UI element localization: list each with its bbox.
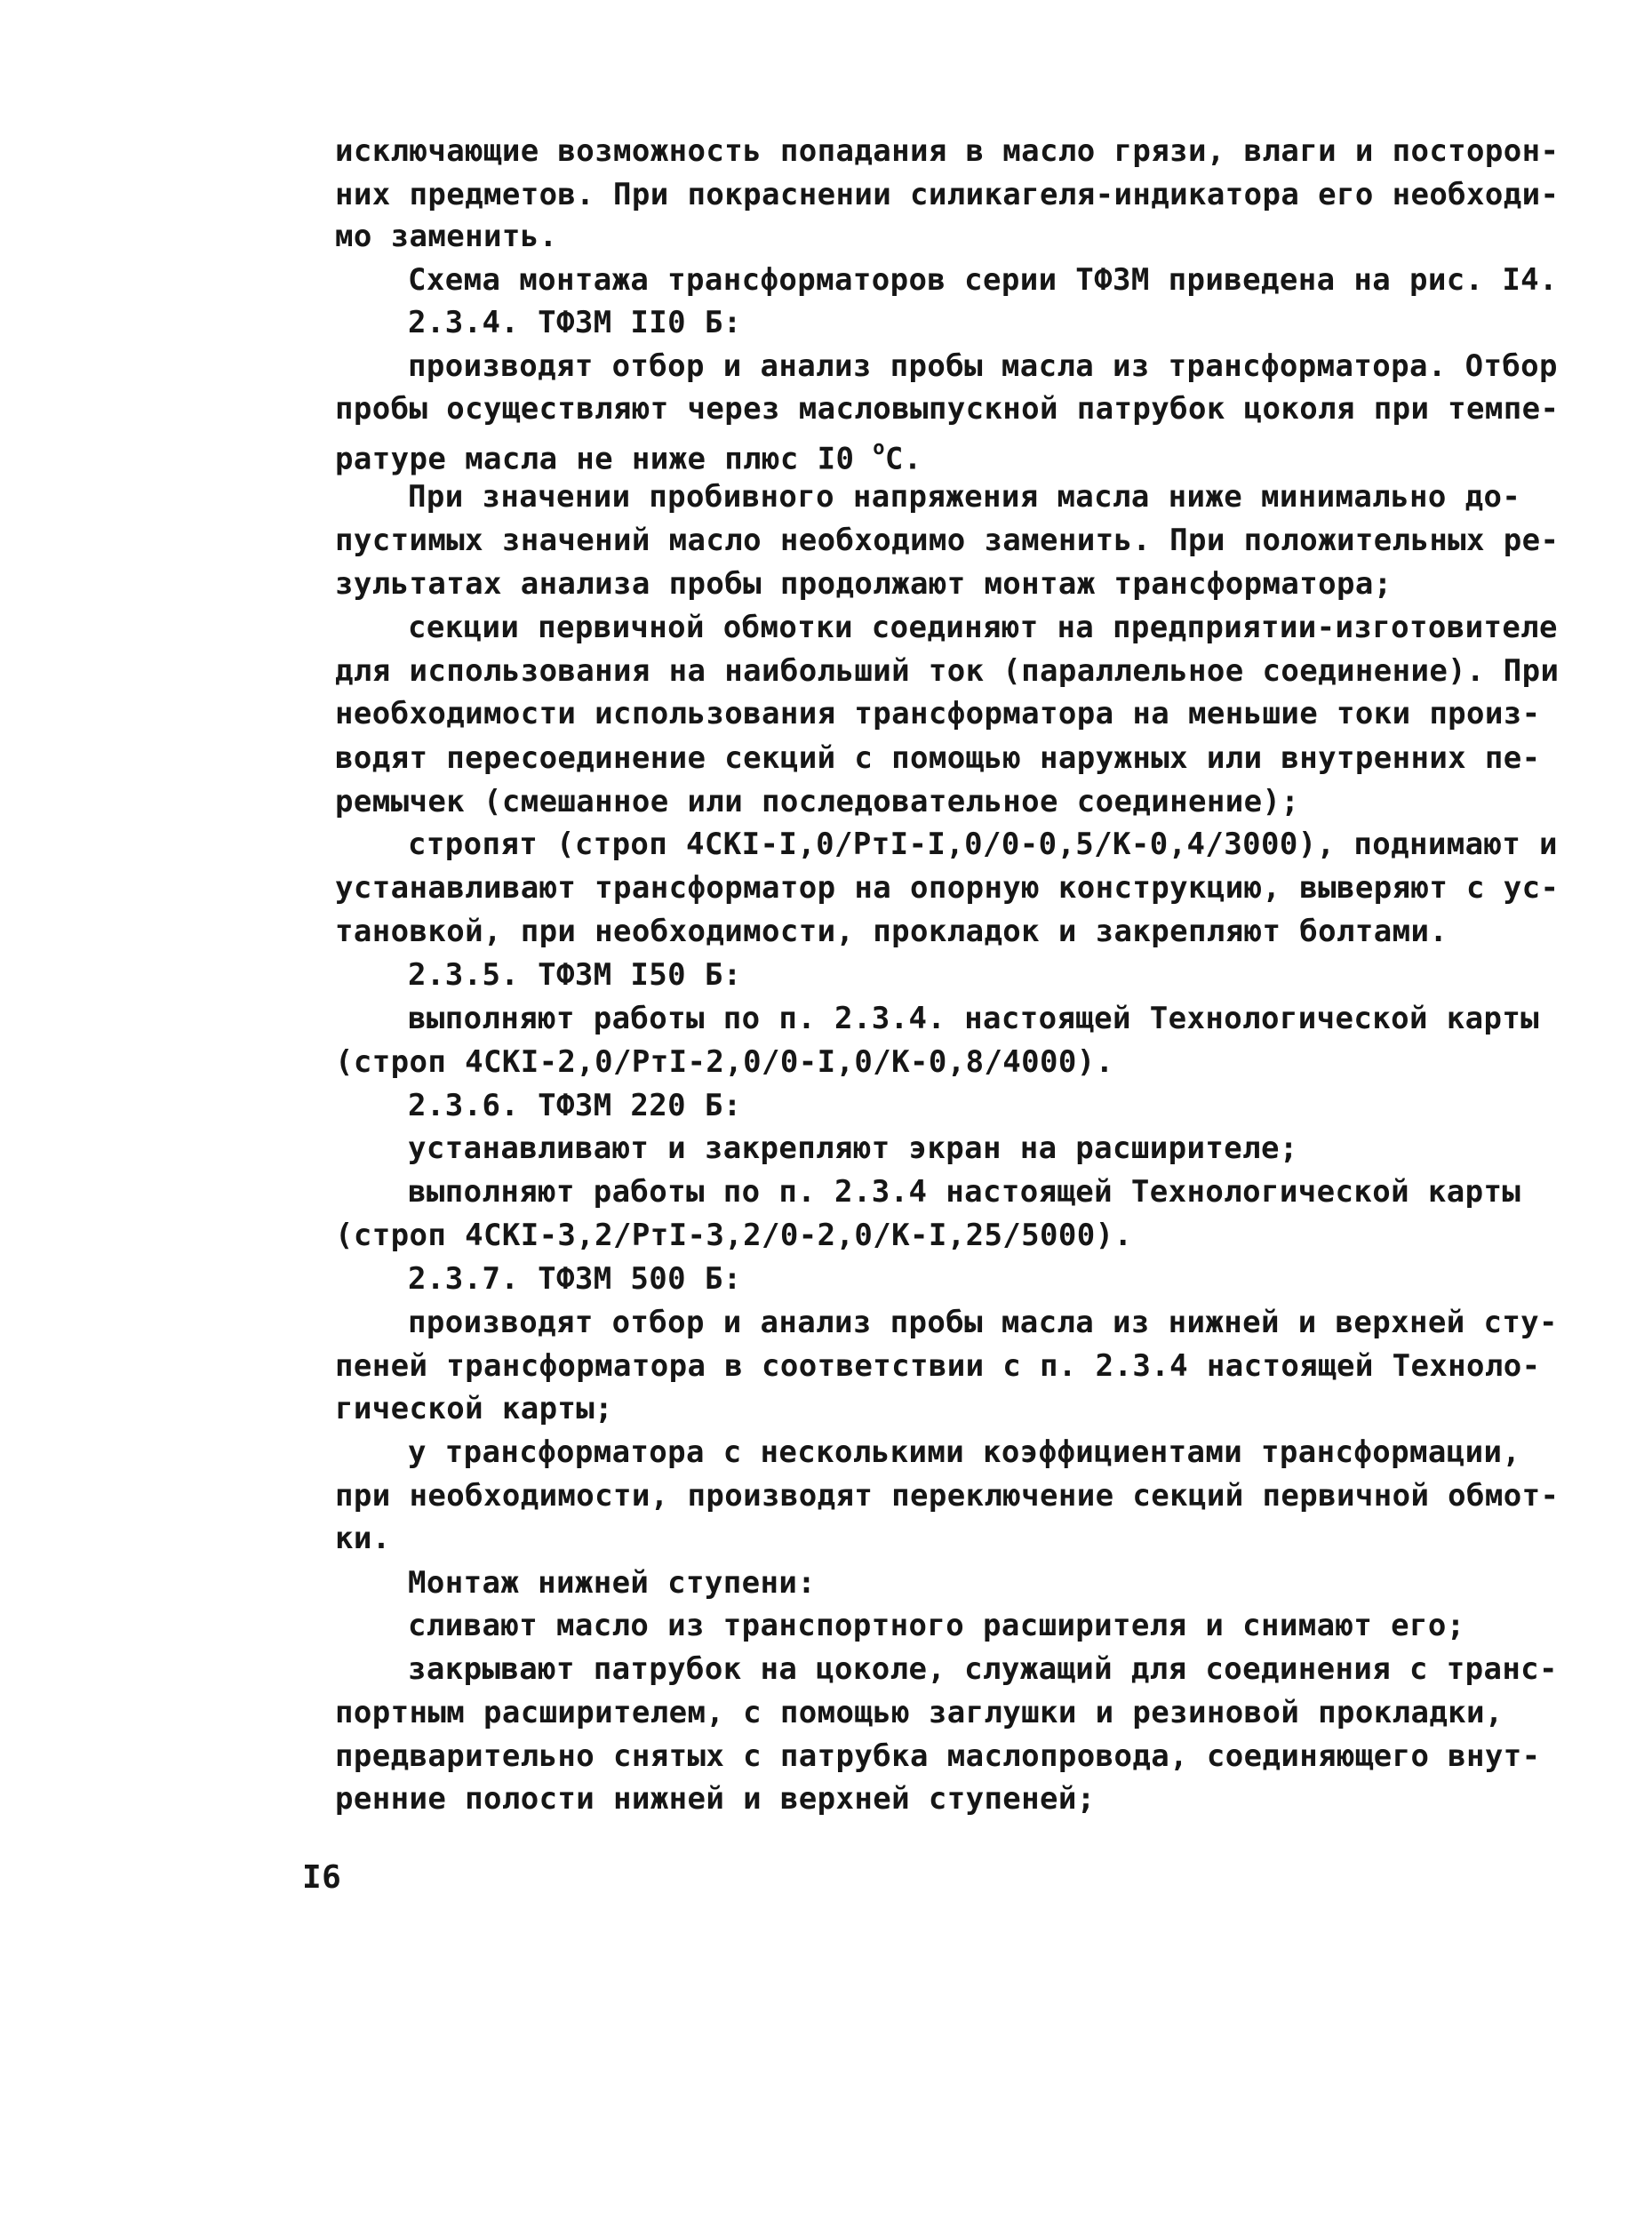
text-line: пеней трансформатора в соответствии с п. 2.3.4 настоящей Техноло- — [335, 1348, 1541, 1384]
text-line: производят отбор и анализ пробы масла из нижней и верхней сту- — [408, 1305, 1558, 1340]
degree-unit: С. — [884, 441, 922, 477]
section-heading: 2.3.6. ТФЗМ 220 Б: — [408, 1088, 742, 1123]
text-line: секции первичной обмотки соединяют на предприятии-изготовителе — [408, 610, 1558, 645]
text-line: водят пересоединение секций с помощью наружных или внутренних пе- — [335, 740, 1541, 776]
subsection-heading: Монтаж нижней ступени: — [408, 1565, 817, 1601]
text-line: производят отбор и анализ пробы масла из трансформатора. Отбор — [408, 348, 1558, 384]
text-line: устанавливают и закрепляют экран на расширителе; — [408, 1130, 1298, 1166]
text-line: портным расширителем, с помощью заглушки и резиновой прокладки, — [335, 1695, 1504, 1730]
text-line: стропят (строп 4СКI-I,0/РтI-I,0/0-0,5/К-0,4/3000), поднимают и — [408, 827, 1558, 862]
text-line: устанавливают трансформатор на опорную конструкцию, выверяют с ус- — [335, 870, 1560, 906]
text-line: При значении пробивного напряжения масла ниже минимально до- — [408, 479, 1521, 515]
text-line: сливают масло из транспортного расширителя и снимают его; — [408, 1608, 1465, 1643]
text-line: закрывают патрубок на цоколе, служащий для соединения с транс- — [408, 1651, 1558, 1687]
text-line: у трансформатора с несколькими коэффициентами трансформации, — [408, 1434, 1521, 1470]
text-line: при необходимости, производят переключение секций первичной обмот- — [335, 1478, 1560, 1514]
text-line: для использования на наибольший ток (параллельное соединение). При — [335, 653, 1560, 689]
section-heading: 2.3.5. ТФЗМ I50 Б: — [408, 957, 742, 993]
text-line: ренние полости нижней и верхней ступеней; — [335, 1781, 1096, 1817]
text-line: выполняют работы по п. 2.3.4 настоящей Технологической карты — [408, 1174, 1521, 1210]
text-line: (строп 4СКI-2,0/РтI-2,0/0-I,0/К-0,8/4000). — [335, 1044, 1114, 1080]
text-line: ки. — [335, 1521, 391, 1556]
text-line: предварительно снятых с патрубка маслопровода, соединяющего внут- — [335, 1738, 1541, 1774]
text-line: гической карты; — [335, 1391, 614, 1426]
text-line: исключающие возможность попадания в масло грязи, влаги и посторон- — [335, 133, 1560, 169]
text-line: Схема монтажа трансформаторов серии ТФЗМ приведена на рис. I4. — [408, 262, 1558, 298]
text-line — [335, 432, 922, 479]
text-line: пустимых значений масло необходимо заменить. При положительных ре- — [335, 523, 1560, 558]
text-line: выполняют работы по п. 2.3.4. настоящей Технологической карты — [408, 1001, 1540, 1036]
section-heading: 2.3.7. ТФЗМ 500 Б: — [408, 1261, 742, 1297]
text-line-main: ратуре масла не ниже плюс I0 — [335, 441, 874, 477]
section-heading: 2.3.4. ТФЗМ II0 Б: — [408, 305, 742, 340]
text-line: зультатах анализа пробы продолжают монтаж трансформатора; — [335, 566, 1393, 602]
text-line: мо заменить. — [335, 219, 558, 254]
text-line: необходимости использования трансформатора на меньшие токи произ- — [335, 696, 1541, 731]
text-line: пробы осуществляют через масловыпускной патрубок цоколя при темпе- — [335, 391, 1560, 427]
text-line: них предметов. При покраснении силикагеля-индикатора его необходи- — [335, 177, 1560, 212]
degree-sign: о — [873, 437, 885, 459]
page-number: I6 — [302, 1859, 342, 1896]
text-line: ремычек (смешанное или последовательное соединение); — [335, 784, 1300, 819]
text-line: (строп 4СКI-3,2/РтI-3,2/0-2,0/К-I,25/5000). — [335, 1218, 1133, 1253]
text-line: тановкой, при необходимости, прокладок и закрепляют болтами. — [335, 914, 1448, 949]
